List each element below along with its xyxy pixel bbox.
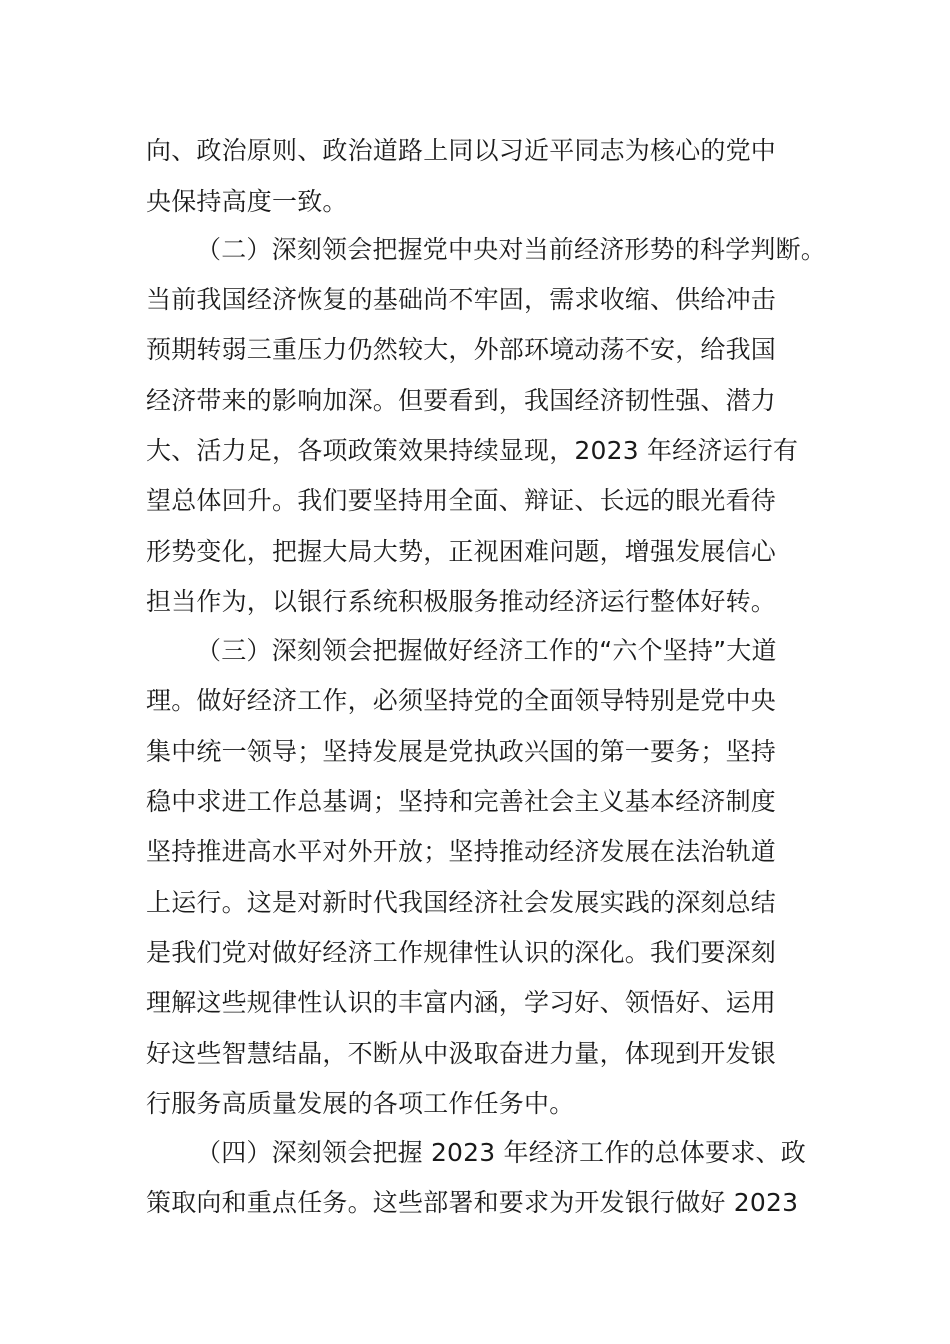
section-heading-4: （四）深刻领会把握 2023 年经济工作的总体要求、政 [196, 1138, 806, 1167]
text-line: 是我们党对做好经济工作规律性认识的深化。我们要深刻 [146, 938, 777, 967]
text-line: 稳中求进工作总基调；坚持和完善社会主义基本经济制度 [146, 787, 777, 816]
text-line: 担当作为，以银行系统积极服务推动经济运行整体好转。 [146, 587, 777, 616]
text-line: 策取向和重点任务。这些部署和要求为开发银行做好 2023 [146, 1188, 799, 1217]
section-heading-3: （三）深刻领会把握做好经济工作的“六个坚持”大道 [196, 636, 777, 665]
text-line: 集中统一领导；坚持发展是党执政兴国的第一要务；坚持 [146, 737, 777, 766]
text-line: 望总体回升。我们要坚持用全面、辩证、长远的眼光看待 [146, 486, 777, 515]
text-line: 当前我国经济恢复的基础尚不牢固，需求收缩、供给冲击 [146, 285, 777, 314]
text-line: 经济带来的影响加深。但要看到，我国经济韧性强、潜力 [146, 386, 777, 415]
text-line: 理。做好经济工作，必须坚持党的全面领导特别是党中央 [146, 686, 777, 715]
text-line: 预期转弱三重压力仍然较大，外部环境动荡不安，给我国 [146, 335, 777, 364]
text-line: 坚持推进高水平对外开放；坚持推动经济发展在法治轨道 [146, 837, 777, 866]
section-heading-2: （二）深刻领会把握党中央对当前经济形势的科学判断。 [196, 235, 827, 264]
text-line: 上运行。这是对新时代我国经济社会发展实践的深刻总结 [146, 888, 777, 917]
text-line: 大、活力足，各项政策效果持续显现，2023 年经济运行有 [146, 436, 799, 465]
text-line: 央保持高度一致。 [146, 187, 348, 216]
text-line: 向、政治原则、政治道路上同以习近平同志为核心的党中 [146, 136, 777, 165]
text-line: 行服务高质量发展的各项工作任务中。 [146, 1089, 575, 1118]
text-line: 好这些智慧结晶，不断从中汲取奋进力量，体现到开发银 [146, 1039, 777, 1068]
text-line: 理解这些规律性认识的丰富内涵，学习好、领悟好、运用 [146, 988, 777, 1017]
text-line: 形势变化，把握大局大势，正视困难问题，增强发展信心 [146, 537, 777, 566]
